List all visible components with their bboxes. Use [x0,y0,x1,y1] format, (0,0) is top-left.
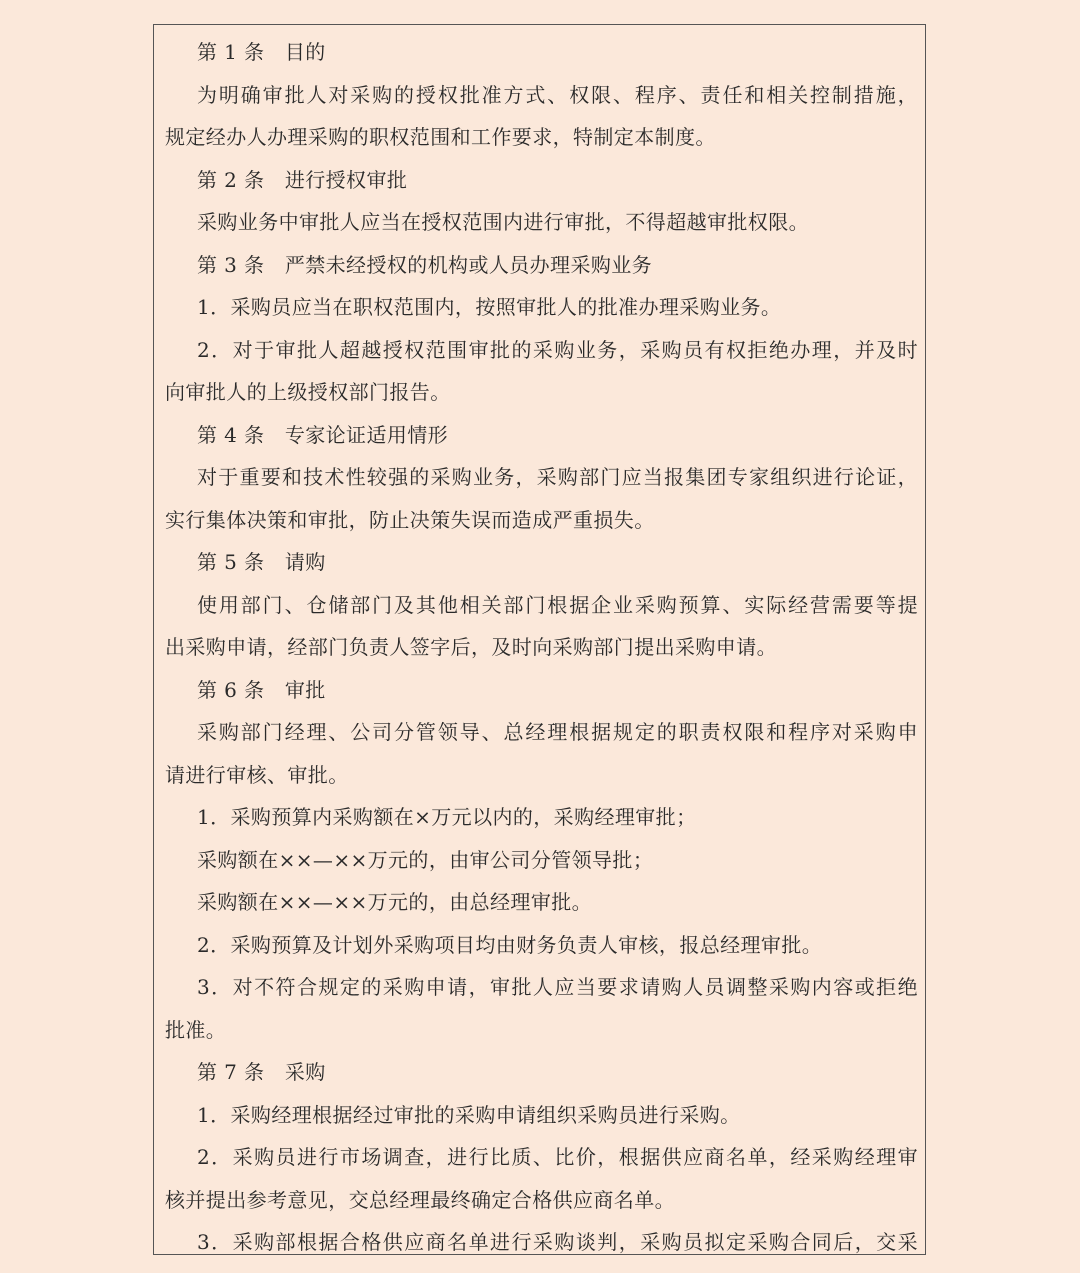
paragraph-line: 2．采购员进行市场调查，进行比质、比价，根据供应商名单，经采购经理审 [197,1145,918,1169]
paragraph-line: 采购部门经理、公司分管领导、总经理根据规定的职责权限和程序对采购申 [197,720,918,744]
paragraph-line: 出采购申请，经部门负责人签字后，及时向采购部门提出采购申请。 [165,635,777,659]
paragraph-line: 为明确审批人对采购的授权批准方式、权限、程序、责任和相关控制措施， [197,82,918,107]
article-heading: 第 7 条 采购 [197,1060,326,1084]
paragraph-line: 采购额在××—××万元的，由审公司分管领导批； [197,847,654,872]
article-heading: 第 3 条 严禁未经授权的机构或人员办理采购业务 [197,252,653,277]
article-heading: 第 1 条 目的 [197,40,326,64]
paragraph-line: 实行集体决策和审批，防止决策失误而造成严重损失。 [165,507,655,532]
article-heading: 第 4 条 专家论证适用情形 [197,422,449,447]
paragraph-line: 对于重要和技术性较强的采购业务，采购部门应当报集团专家组织进行论证， [197,465,918,489]
paragraph-line: 采购业务中审批人应当在授权范围内进行审批，不得超越审批权限。 [197,210,809,234]
paragraph-line: 采购额在××—××万元的，由总经理审批。 [197,890,593,914]
paragraph-line: 1．采购员应当在职权范围内，按照审批人的批准办理采购业务。 [197,295,782,319]
article-heading: 第 6 条 审批 [197,677,326,702]
paragraph-line: 核并提出参考意见，交总经理最终确定合格供应商名单。 [165,1187,675,1212]
paragraph-line: 批准。 [165,1017,227,1042]
paragraph-line: 3．采购部根据合格供应商名单进行采购谈判，采购员拟定采购合同后，交采 [197,1230,918,1254]
article-heading: 第 5 条 请购 [197,550,326,574]
paragraph-line: 规定经办人办理采购的职权范围和工作要求，特制定本制度。 [165,125,716,149]
paragraph-line: 请进行审核、审批。 [165,762,349,787]
paragraph-line: 1．采购经理根据经过审批的采购申请组织采购员进行采购。 [197,1102,741,1127]
paragraph-line: 向审批人的上级授权部门报告。 [165,380,451,404]
paragraph-line: 使用部门、仓储部门及其他相关部门根据企业采购预算、实际经营需要等提 [197,592,918,617]
paragraph-line: 2．对于审批人超越授权范围审批的采购业务，采购员有权拒绝办理，并及时 [197,337,918,362]
document-frame [153,24,926,1255]
document-body [165,31,918,1255]
paragraph-line: 1．采购预算内采购额在×万元以内的，采购经理审批； [197,805,697,829]
paragraph-line: 3．对不符合规定的采购申请，审批人应当要求请购人员调整采购内容或拒绝 [197,975,918,999]
paragraph-line: 2．采购预算及计划外采购项目均由财务负责人审核，报总经理审批。 [197,932,823,957]
article-heading: 第 2 条 进行授权审批 [197,167,408,192]
